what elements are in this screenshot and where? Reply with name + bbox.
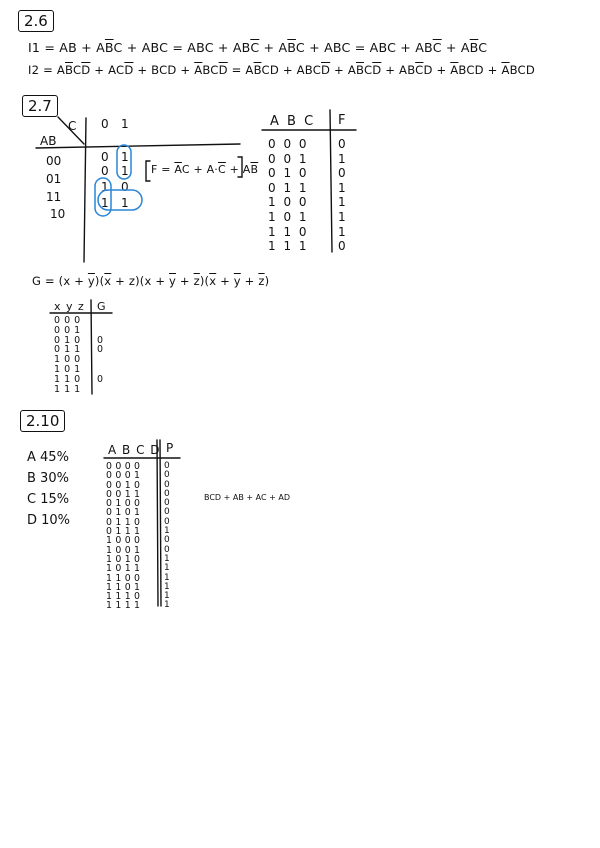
kmap-row-01: 01 [46, 172, 62, 186]
g-row: 0 0 1 [54, 324, 81, 336]
out-2-10: 1 [164, 572, 170, 583]
equation-term: + AB [381, 63, 416, 77]
kmap-col-0: 0 [101, 117, 109, 131]
kmap-horizontal-rule [36, 144, 240, 148]
section-label-2-7: 2.7 [22, 95, 58, 117]
equation-term: $\overline{A}$ [174, 163, 182, 176]
truth-row: 1 1 0 [268, 224, 309, 239]
row-2-10: 0 1 0 0 [106, 498, 141, 510]
kmap-row-11: 11 [46, 190, 62, 204]
truth-out: 1 [338, 224, 346, 239]
equation-term: + [216, 274, 234, 288]
out-2-10: 1 [164, 591, 170, 602]
kmap-cell: 0 [101, 164, 109, 178]
g-table-out-header: G [97, 300, 106, 313]
row-2-10: 0 0 0 1 [106, 470, 141, 482]
equation-term: = A [227, 63, 254, 77]
kmap-cell: 1 [101, 196, 109, 210]
g-out: 0 [97, 334, 104, 346]
equation-term: + AC [90, 63, 125, 77]
weight-item: C 15% [27, 492, 70, 507]
equation-term: + z)(x + [111, 274, 170, 288]
out-2-10: 1 [164, 600, 170, 611]
equation-term: C + ABC = ABC + AB [295, 40, 433, 55]
out-2-10: 1 [164, 553, 170, 564]
equation-term: $\overline{D}$ [124, 63, 134, 77]
equation-term: $\overline{D}$ [218, 63, 228, 77]
equation-term: $\overline{C}$ [432, 40, 442, 55]
g-table-header: x y z [54, 300, 85, 313]
out-2-10: 0 [164, 535, 170, 546]
equation-term: C [478, 40, 488, 55]
equation-term: )( [199, 274, 210, 288]
truth-row: 0 0 0 [268, 137, 309, 151]
equation-term: $\overline{z}$ [193, 274, 200, 288]
equation-term: $\overline{C}$ [218, 163, 226, 176]
equation-term: $\overline{C}$ [415, 63, 424, 77]
equation-term: F = [151, 163, 175, 176]
truth-table-separator [330, 110, 332, 252]
kmap-corner-ab: AB [40, 134, 57, 148]
truth-out: 1 [338, 180, 346, 195]
g-row: 1 0 0 [54, 354, 81, 366]
row-2-10: 1 1 1 0 [106, 591, 141, 603]
equation-term: C [72, 63, 82, 77]
f-bracket-right [238, 157, 242, 177]
equation-term: D + [423, 63, 451, 77]
equation-term: G = (x + [32, 274, 88, 288]
kmap-cell: 1 [121, 164, 129, 178]
section-label-2-10: 2.10 [20, 410, 65, 432]
row-2-10: 1 1 0 1 [106, 581, 141, 593]
row-2-10: 1 0 1 1 [106, 563, 141, 575]
truth-out: 1 [338, 151, 346, 166]
weight-item: A 45% [27, 450, 69, 465]
truth-out: 0 [338, 137, 346, 151]
equation-term: + BCD + [133, 63, 195, 77]
equation-term: $\overline{y}$ [233, 274, 241, 288]
row-2-10: 1 0 1 0 [106, 553, 141, 565]
equation-term: CD + ABC [261, 63, 322, 77]
equation-term: + [176, 274, 194, 288]
row-2-10: 0 0 0 0 [106, 461, 141, 472]
truth-out: 0 [338, 239, 346, 254]
kmap-vertical-rule [84, 118, 86, 262]
equation-term: + A [225, 163, 251, 176]
out-2-10: 0 [164, 470, 170, 481]
table-2-10-separator [157, 440, 158, 606]
row-2-10: 0 0 1 1 [106, 488, 141, 500]
group-circle-bottom [98, 190, 142, 210]
weight-item: B 30% [27, 471, 69, 486]
group-circle-column [117, 145, 131, 179]
kmap-diagonal [58, 117, 84, 144]
equation-term: C + ABC = ABC + AB [113, 40, 251, 55]
row-2-10: 0 1 0 1 [106, 507, 141, 519]
g-table-separator [91, 300, 92, 394]
out-2-10: 1 [164, 563, 170, 574]
kmap-col-1: 1 [121, 117, 129, 131]
truth-row: 0 1 1 [268, 180, 309, 195]
equation-term: $\overline{x}$ [104, 274, 112, 288]
truth-row: 0 0 1 [268, 151, 309, 166]
weight-item: D 10% [27, 513, 71, 528]
f-bracket-left [146, 161, 150, 181]
row-2-10: 0 0 1 0 [106, 479, 141, 491]
kmap-cell: 1 [101, 180, 109, 194]
truth-out: 1 [338, 209, 346, 224]
equation-term: + A [441, 40, 470, 55]
kmap-cell: 0 [101, 150, 109, 164]
equation-term: I1 = AB + A [28, 40, 105, 55]
truth-row: 0 1 0 [268, 166, 309, 181]
equation-term: $\overline{D}$ [81, 63, 91, 77]
kmap-row-00: 00 [46, 154, 62, 168]
g-row: 1 1 0 [54, 373, 81, 385]
kmap-corner-c: C [68, 119, 77, 133]
equation-term: + A [330, 63, 356, 77]
out-2-10: 0 [164, 544, 170, 555]
kmap-groupings [95, 145, 142, 216]
equation-term: C [363, 63, 373, 77]
kmap-cell: 0 [121, 180, 129, 194]
row-2-10: 1 1 1 1 [106, 600, 141, 612]
equation-term: + [240, 274, 259, 288]
g-row: 1 0 1 [54, 363, 81, 375]
equation-term: $\overline{A}$ [501, 63, 510, 77]
equation-term: ) [264, 274, 270, 288]
equation-term: $\overline{B}$ [250, 163, 259, 176]
equation-term: $\overline{y}$ [169, 274, 177, 288]
equation-term: $\overline{D}$ [372, 63, 382, 77]
g-row: 1 1 1 [54, 383, 81, 395]
equation-term: $\overline{D}$ [321, 63, 331, 77]
truth-out: 1 [338, 195, 346, 210]
equation-term: )( [94, 274, 105, 288]
equation-term: $\overline{x}$ [209, 274, 217, 288]
p-expression: BCD + AB + AC + AD [204, 493, 290, 502]
row-2-10: 1 0 0 0 [106, 535, 141, 547]
table-2-10-header: A B C D [108, 443, 161, 457]
equation-term: $\overline{B}$ [65, 63, 73, 77]
equation-term: $\overline{C}$ [250, 40, 260, 55]
equation-term: $\overline{B}$ [287, 40, 296, 55]
equation-term: BCD + [458, 63, 502, 77]
section-label-2-6: 2.6 [18, 10, 54, 32]
g-row: 0 1 1 [54, 344, 81, 356]
table-2-10-out-header: P [166, 441, 174, 455]
equation-term: BC [202, 63, 219, 77]
out-2-10: 0 [164, 479, 170, 490]
kmap-row-10: 10 [50, 207, 66, 221]
equation-term: + A [259, 40, 288, 55]
row-2-10: 1 1 0 0 [106, 572, 141, 584]
equation-term: $\overline{A}$ [194, 63, 203, 77]
equation-term: $\overline{B}$ [469, 40, 479, 55]
kmap-cell: 1 [121, 150, 129, 164]
row-2-10: 0 1 1 1 [106, 526, 141, 538]
g-out: 0 [97, 344, 104, 356]
row-2-10: 1 0 0 1 [106, 544, 141, 556]
truth-out: 0 [338, 166, 346, 181]
out-2-10: 0 [164, 488, 170, 499]
out-2-10: 1 [164, 526, 170, 537]
truth-row: 1 1 1 [268, 239, 309, 254]
equation-term: I2 = A [28, 63, 66, 77]
kmap-cell: 1 [121, 196, 129, 210]
equation-term: $\overline{A}$ [450, 63, 459, 77]
g-row: 0 1 0 [54, 334, 81, 346]
truth-table-out-header: F [338, 113, 346, 128]
out-2-10: 0 [164, 507, 170, 518]
truth-row: 1 0 0 [268, 195, 309, 210]
equation-term: BCD [509, 63, 535, 77]
truth-table-header: A B C [270, 114, 316, 129]
out-2-10: 0 [164, 461, 170, 471]
equation-term: $\overline{B}$ [104, 40, 114, 55]
equation-term: $\overline{B}$ [253, 63, 262, 77]
row-2-10: 0 1 1 0 [106, 516, 141, 528]
truth-row: 1 0 1 [268, 209, 309, 224]
equation-term: $\overline{y}$ [87, 274, 95, 288]
equation-term: C + A· [181, 163, 219, 176]
out-2-10: 1 [164, 581, 170, 592]
g-row: 0 0 0 [54, 315, 81, 326]
equation-term: $\overline{z}$ [258, 274, 265, 288]
table-2-10-separator-2 [160, 440, 161, 606]
g-out: 0 [97, 373, 104, 385]
out-2-10: 0 [164, 516, 170, 527]
equation-term: $\overline{B}$ [355, 63, 364, 77]
out-2-10: 0 [164, 498, 170, 509]
